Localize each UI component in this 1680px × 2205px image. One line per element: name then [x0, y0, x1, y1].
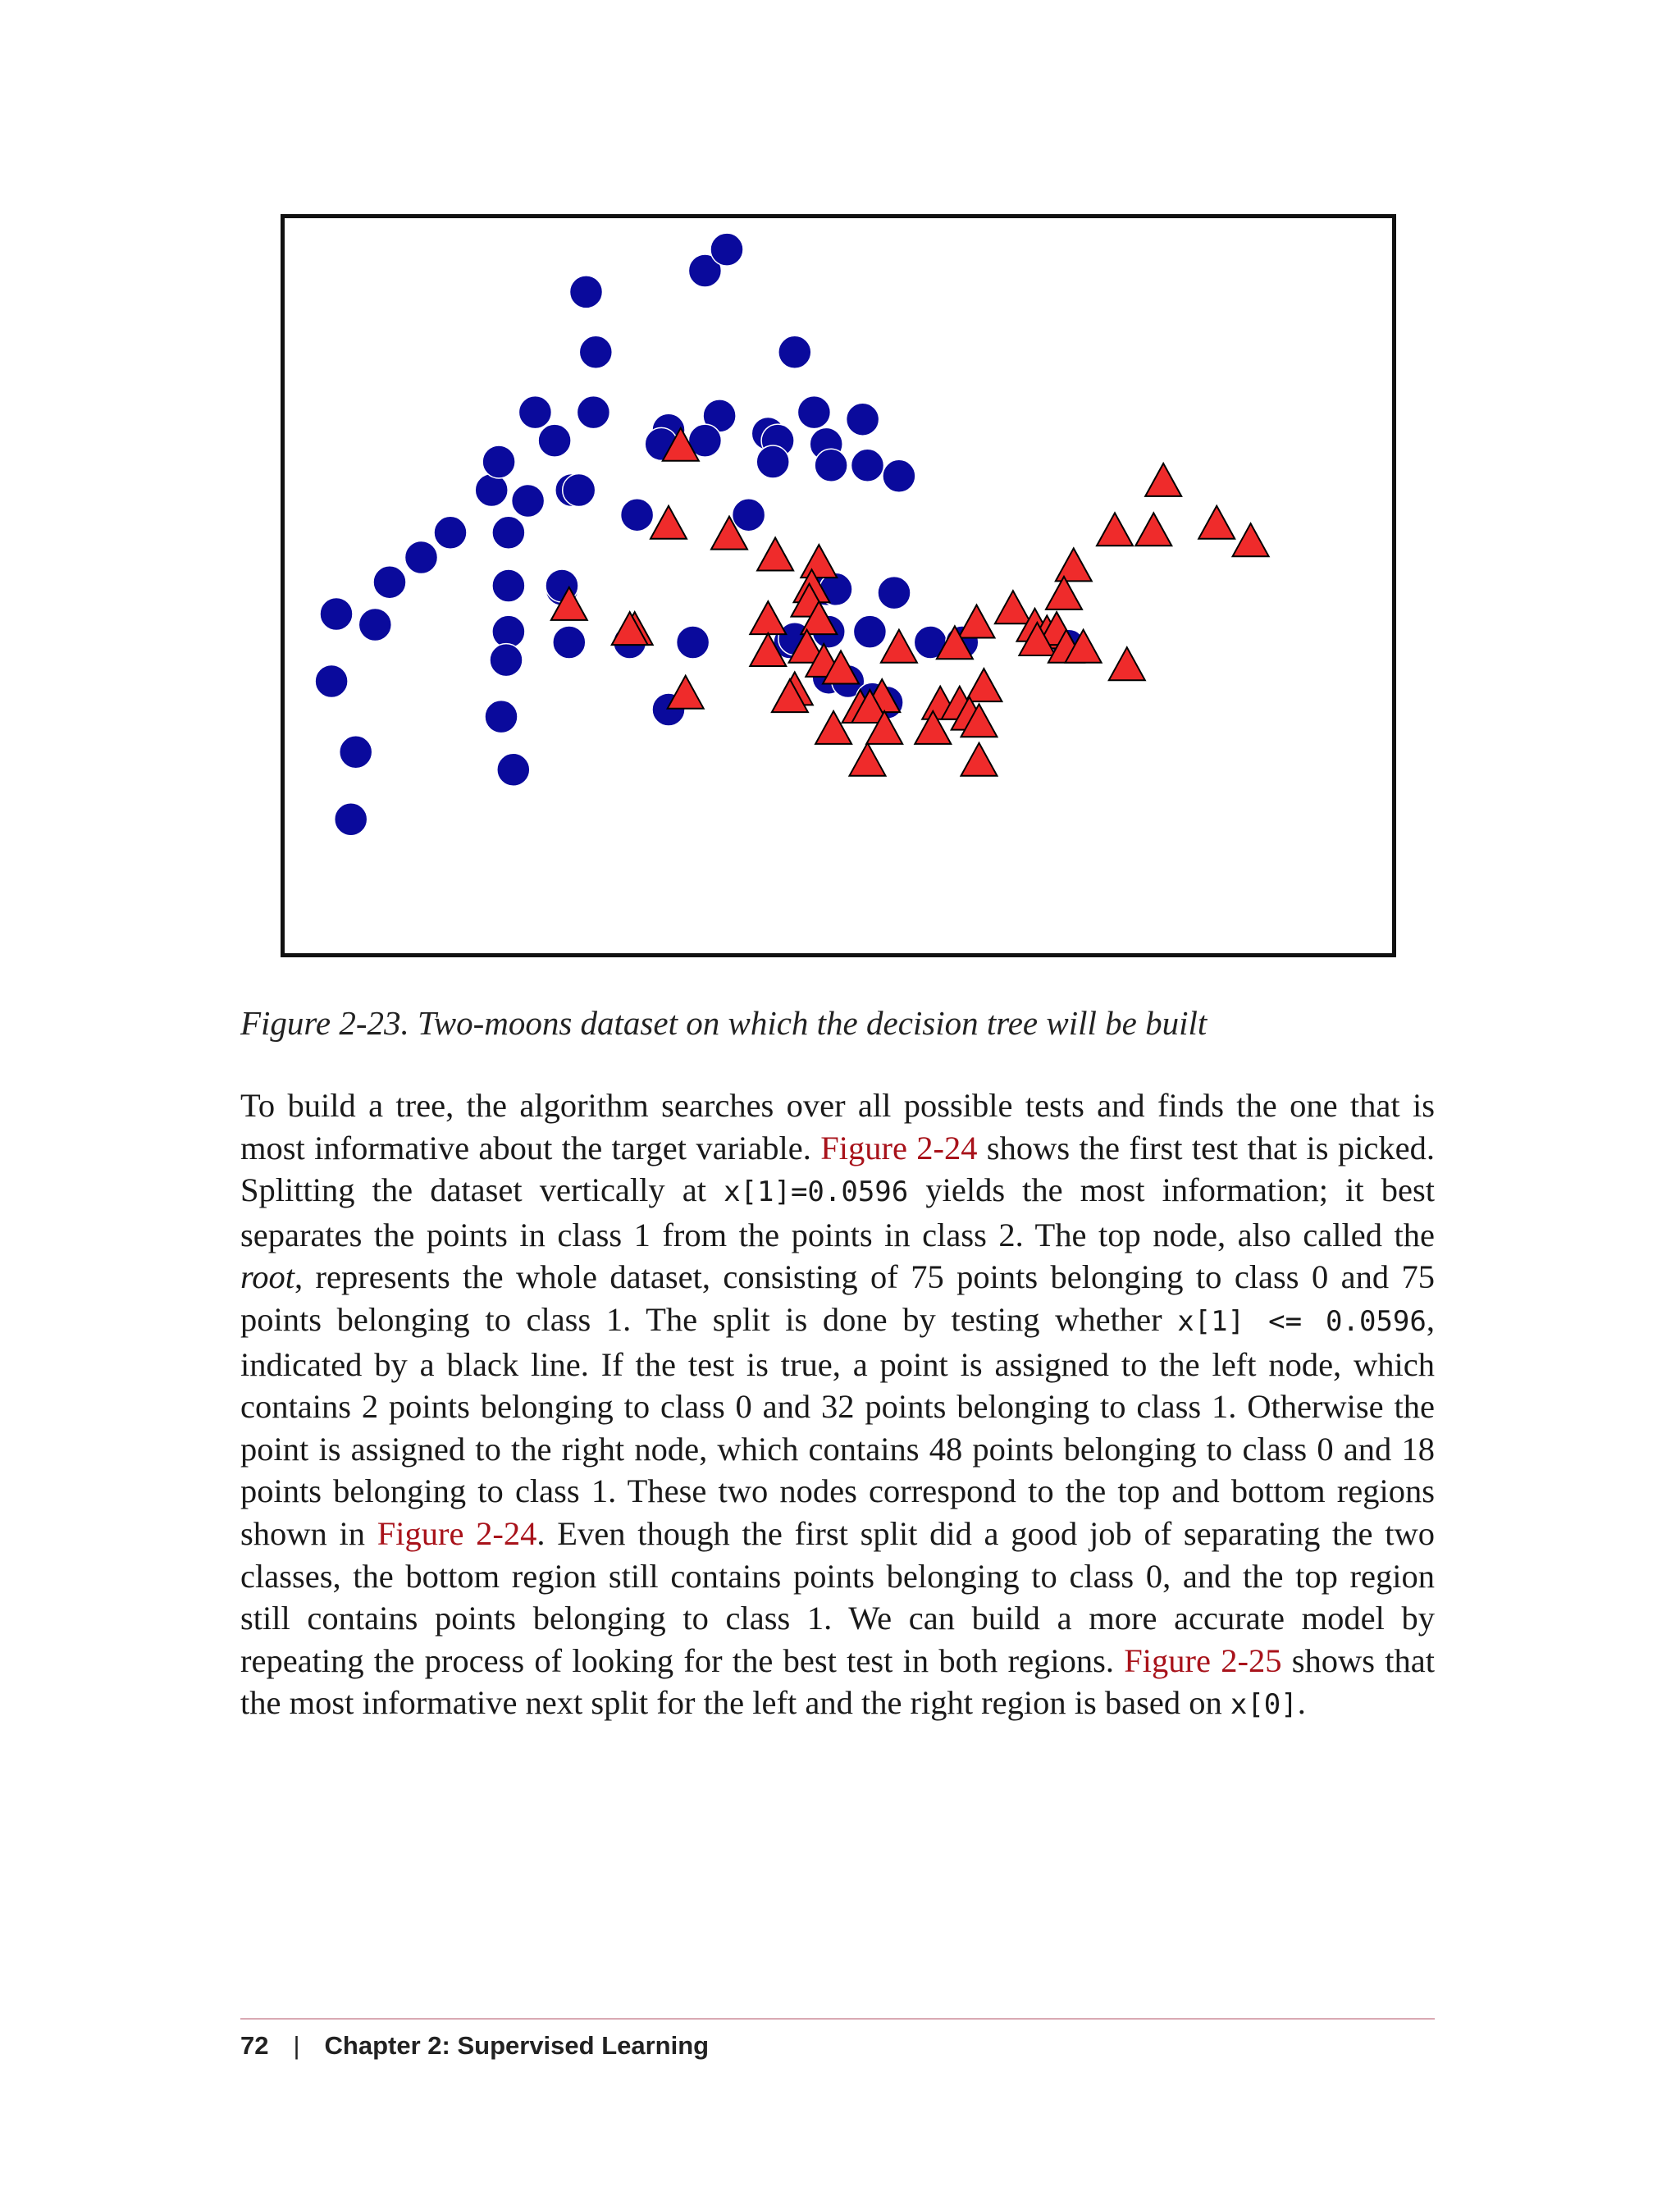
- class-0-circle-marker: [485, 701, 518, 733]
- class-0-circle-marker: [563, 474, 596, 507]
- class-0-circle-marker: [577, 396, 609, 429]
- class-0-circle-marker: [512, 485, 545, 518]
- class-0-circle-marker: [579, 336, 612, 368]
- chapter-title: Chapter 2: Supervised Learning: [324, 2031, 710, 2060]
- text-span: , indicated by a black line. If the test is true, a point is assigned to the left node, which contains 2 points belonging to class 0 and 32 points belonging to class 1. Otherwise the point is assigned to the right node, which contains 48 points belonging to class 0 and 18 points belonging to class 1. These two nodes correspond to the top and bottom regions shown in: [240, 1300, 1435, 1552]
- class-0-circle-marker: [434, 516, 467, 549]
- footer-divider: [240, 2018, 1435, 2020]
- class-0-circle-marker: [710, 233, 743, 266]
- class-0-circle-marker: [553, 626, 586, 659]
- class-0-circle-marker: [320, 598, 353, 631]
- class-0-circle-marker: [497, 753, 530, 786]
- class-0-circle-marker: [492, 569, 525, 602]
- class-0-circle-marker: [482, 445, 515, 478]
- text-span: .: [1297, 1684, 1306, 1722]
- figure-2-24-link[interactable]: Figure 2-24: [820, 1129, 978, 1166]
- page-footer: [240, 2029, 709, 2062]
- class-0-circle-marker: [340, 736, 372, 769]
- figure-2-25-link[interactable]: Figure 2-25: [1124, 1641, 1282, 1679]
- class-0-circle-marker: [518, 396, 551, 429]
- class-0-circle-marker: [475, 474, 508, 507]
- footer-separator: |: [293, 2031, 300, 2060]
- class-0-circle-marker: [538, 424, 571, 457]
- text-span: , represents the whole dataset, consisting of 75 points belonging to class 0 and 75 points belonging to class 1. The split is done by testing whether: [240, 1258, 1435, 1338]
- text-span: To build a tree, the algorithm searches over all possible tests and finds the one that is most informative about the target variable.: [240, 1087, 1435, 1166]
- figure-2-24-link[interactable]: Figure 2-24: [377, 1514, 537, 1552]
- class-0-circle-marker: [358, 609, 391, 641]
- class-0-circle-marker: [405, 541, 438, 574]
- class-0-circle-marker: [851, 449, 884, 482]
- class-0-circle-marker: [677, 626, 710, 659]
- class-0-circle-marker: [878, 577, 911, 609]
- text-span: shows the first test that is picked. Splitting the dataset vertically at: [240, 1129, 1435, 1209]
- body-paragraph: [240, 1084, 1435, 1727]
- inline-code: x[1]=0.0596: [724, 1176, 909, 1209]
- class-0-circle-marker: [815, 449, 847, 482]
- class-0-circle-marker: [492, 516, 525, 549]
- class-0-circle-marker: [847, 403, 879, 436]
- inline-code: x[0]: [1230, 1688, 1298, 1722]
- class-0-circle-marker: [853, 615, 886, 648]
- class-0-circle-marker: [335, 803, 368, 836]
- text-span: . Even though the first split did a good job of separating the two classes, the bottom region still contains points belonging to class 0, and the top region still contains points belonging to class 1. We can build a more accurate model by repeating the process of looking for the best test in both regions.: [240, 1514, 1436, 1679]
- class-0-circle-marker: [373, 566, 406, 599]
- class-0-circle-marker: [883, 459, 915, 492]
- class-0-circle-marker: [315, 665, 348, 698]
- scatter-plot: [281, 214, 1396, 957]
- text-span: yields the most information; it best separates the points in class 1 from the points in class 2. The top node, also called the: [240, 1171, 1435, 1253]
- class-0-circle-marker: [797, 396, 830, 429]
- class-0-circle-marker: [570, 276, 603, 308]
- emphasis-root: root: [240, 1258, 295, 1296]
- inline-code: x[1] <= 0.0596: [1177, 1304, 1427, 1338]
- class-0-circle-marker: [756, 445, 789, 478]
- two-moons-scatter-figure: [281, 214, 1396, 957]
- class-0-circle-marker: [621, 499, 654, 532]
- page-number: 72: [240, 2031, 269, 2060]
- class-0-circle-marker: [733, 499, 765, 532]
- class-0-circle-marker: [778, 336, 811, 368]
- class-0-circle-marker: [490, 644, 523, 677]
- figure-caption: Figure 2-23. Two-moons dataset on which the decision tree will be built: [240, 1004, 1208, 1042]
- text-span: shows that the most informative next split for the left and the right region is based on: [240, 1641, 1436, 1722]
